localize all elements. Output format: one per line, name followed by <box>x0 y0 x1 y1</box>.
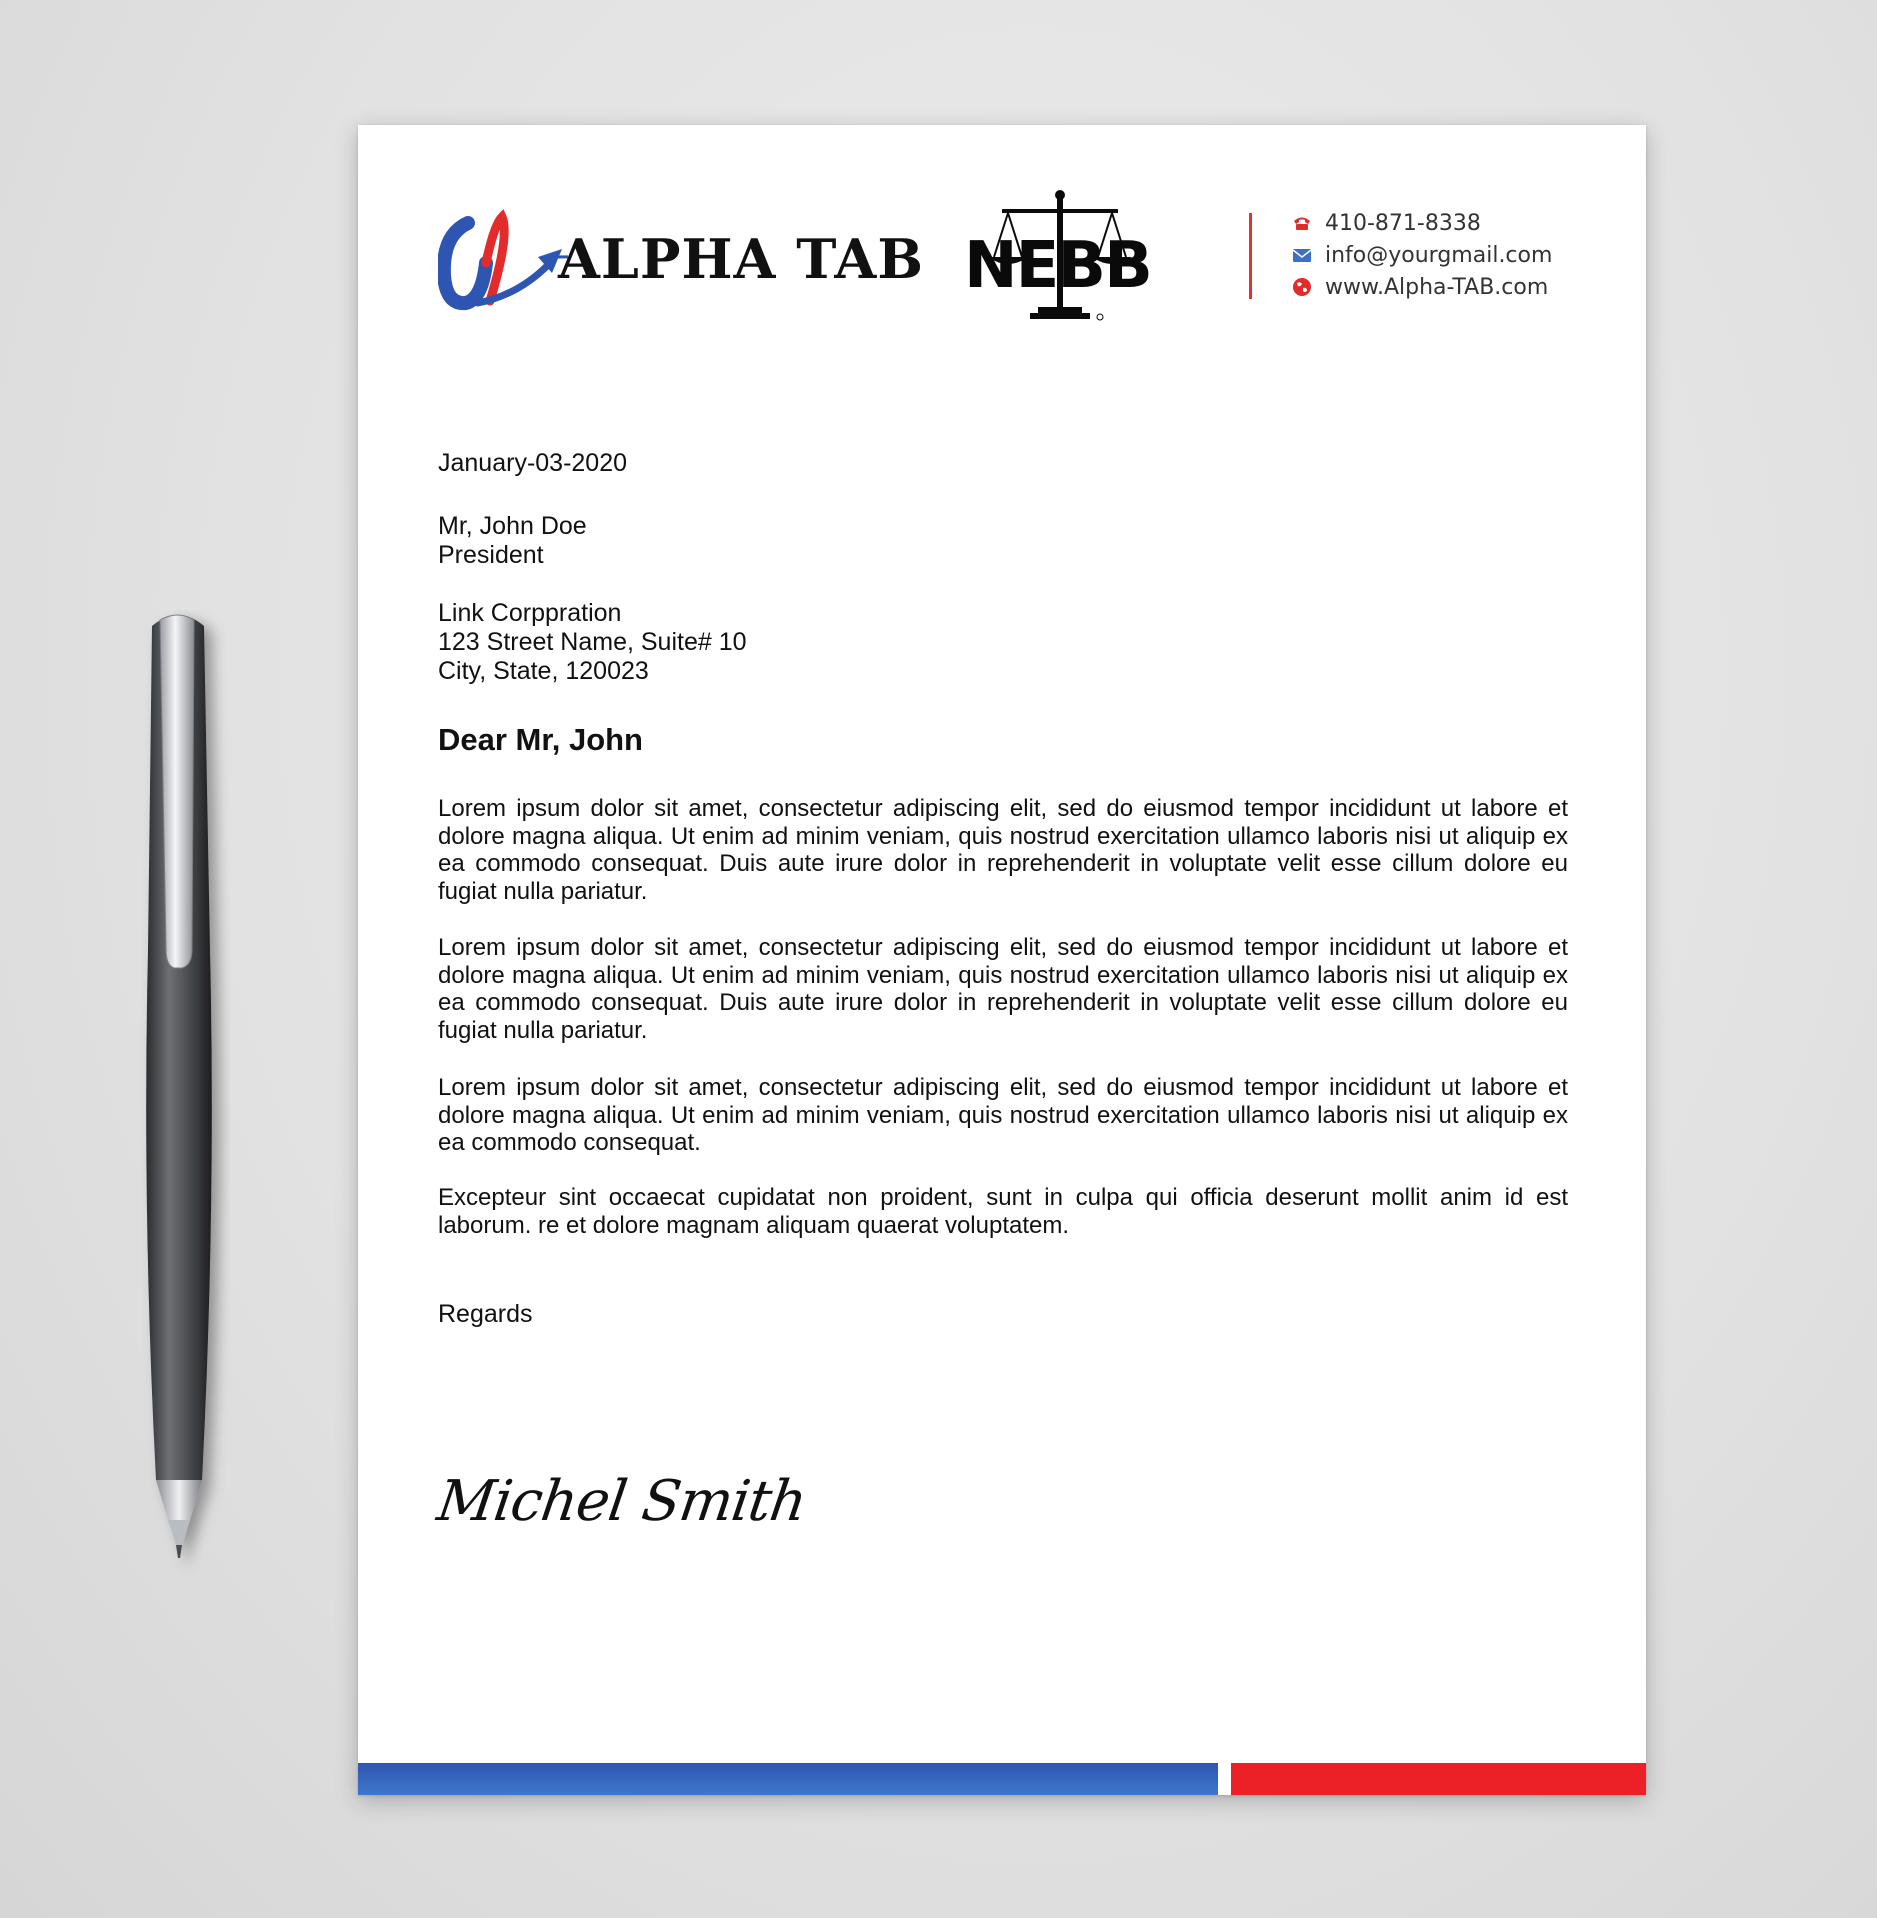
nebb-logo <box>960 187 1160 327</box>
alpha-tab-logo-mark <box>438 205 568 315</box>
phone-icon <box>1291 212 1313 234</box>
mail-icon <box>1291 244 1313 266</box>
address-block <box>438 599 747 686</box>
nebb-wordmark: NEBB <box>964 229 1151 303</box>
paragraph-1: Lorem ipsum dolor sit amet, consectetur adipiscing elit, sed do eiusmod tempor incididunt ut labore et dolore magna aliqua. Ut enim ad minim veniam, quis nostrud exercitation ullamco laboris nisi ut aliquip ex ea commodo consequat. Duis aute irure dolor in reprehenderit in voluptate velit esse cillum dolore eu fugiat nulla pariatur. <box>438 795 1568 905</box>
recipient-title: President <box>438 541 544 569</box>
email-text[interactable]: info@yourgmail.com <box>1325 242 1553 268</box>
header-divider <box>1249 213 1252 299</box>
pen-illustration <box>130 610 230 1580</box>
company-name: ALPHA TAB <box>558 227 924 291</box>
address-street: 123 Street Name, Suite# 10 <box>438 628 747 656</box>
address-city: City, State, 120023 <box>438 657 649 685</box>
contact-phone <box>1291 207 1552 239</box>
contact-email <box>1291 239 1552 271</box>
contact-website <box>1291 271 1552 303</box>
footer-bar-red <box>1231 1763 1646 1795</box>
paragraph-4: Excepteur sint occaecat cupidatat non proident, sunt in culpa qui officia deserunt mollit anim id est laborum. re et dolore magnam aliquam quaerat voluptatem. <box>438 1184 1568 1239</box>
website-text[interactable]: www.Alpha-TAB.com <box>1325 274 1549 300</box>
paragraph-2: Lorem ipsum dolor sit amet, consectetur adipiscing elit, sed do eiusmod tempor incididunt ut labore et dolore magna aliqua. Ut enim ad minim veniam, quis nostrud exercitation ullamco laboris nisi ut aliquip ex ea commodo consequat. Duis aute irure dolor in reprehenderit in voluptate velit esse cillum dolore eu fugiat nulla pariatur. <box>438 934 1568 1044</box>
letter-date: January-03-2020 <box>438 449 628 477</box>
signature: Michel Smith <box>433 1469 811 1534</box>
closing: Regards <box>438 1300 533 1328</box>
alpha-tab-logo <box>438 205 924 315</box>
recipient-block <box>438 512 587 570</box>
greeting: Dear Mr, John <box>438 722 643 757</box>
paragraph-3: Lorem ipsum dolor sit amet, consectetur adipiscing elit, sed do eiusmod tempor incididunt ut labore et dolore magna aliqua. Ut enim ad minim veniam, quis nostrud exercitation ullamco laboris nisi ut aliquip ex ea commodo consequat. <box>438 1074 1568 1156</box>
footer-bar-blue <box>358 1763 1218 1795</box>
letterhead-paper <box>358 125 1646 1795</box>
phone-text[interactable]: 410-871-8338 <box>1325 210 1481 236</box>
contact-block <box>1291 207 1552 303</box>
address-company: Link Corppration <box>438 599 622 627</box>
globe-icon <box>1291 276 1313 298</box>
recipient-name: Mr, John Doe <box>438 512 587 540</box>
